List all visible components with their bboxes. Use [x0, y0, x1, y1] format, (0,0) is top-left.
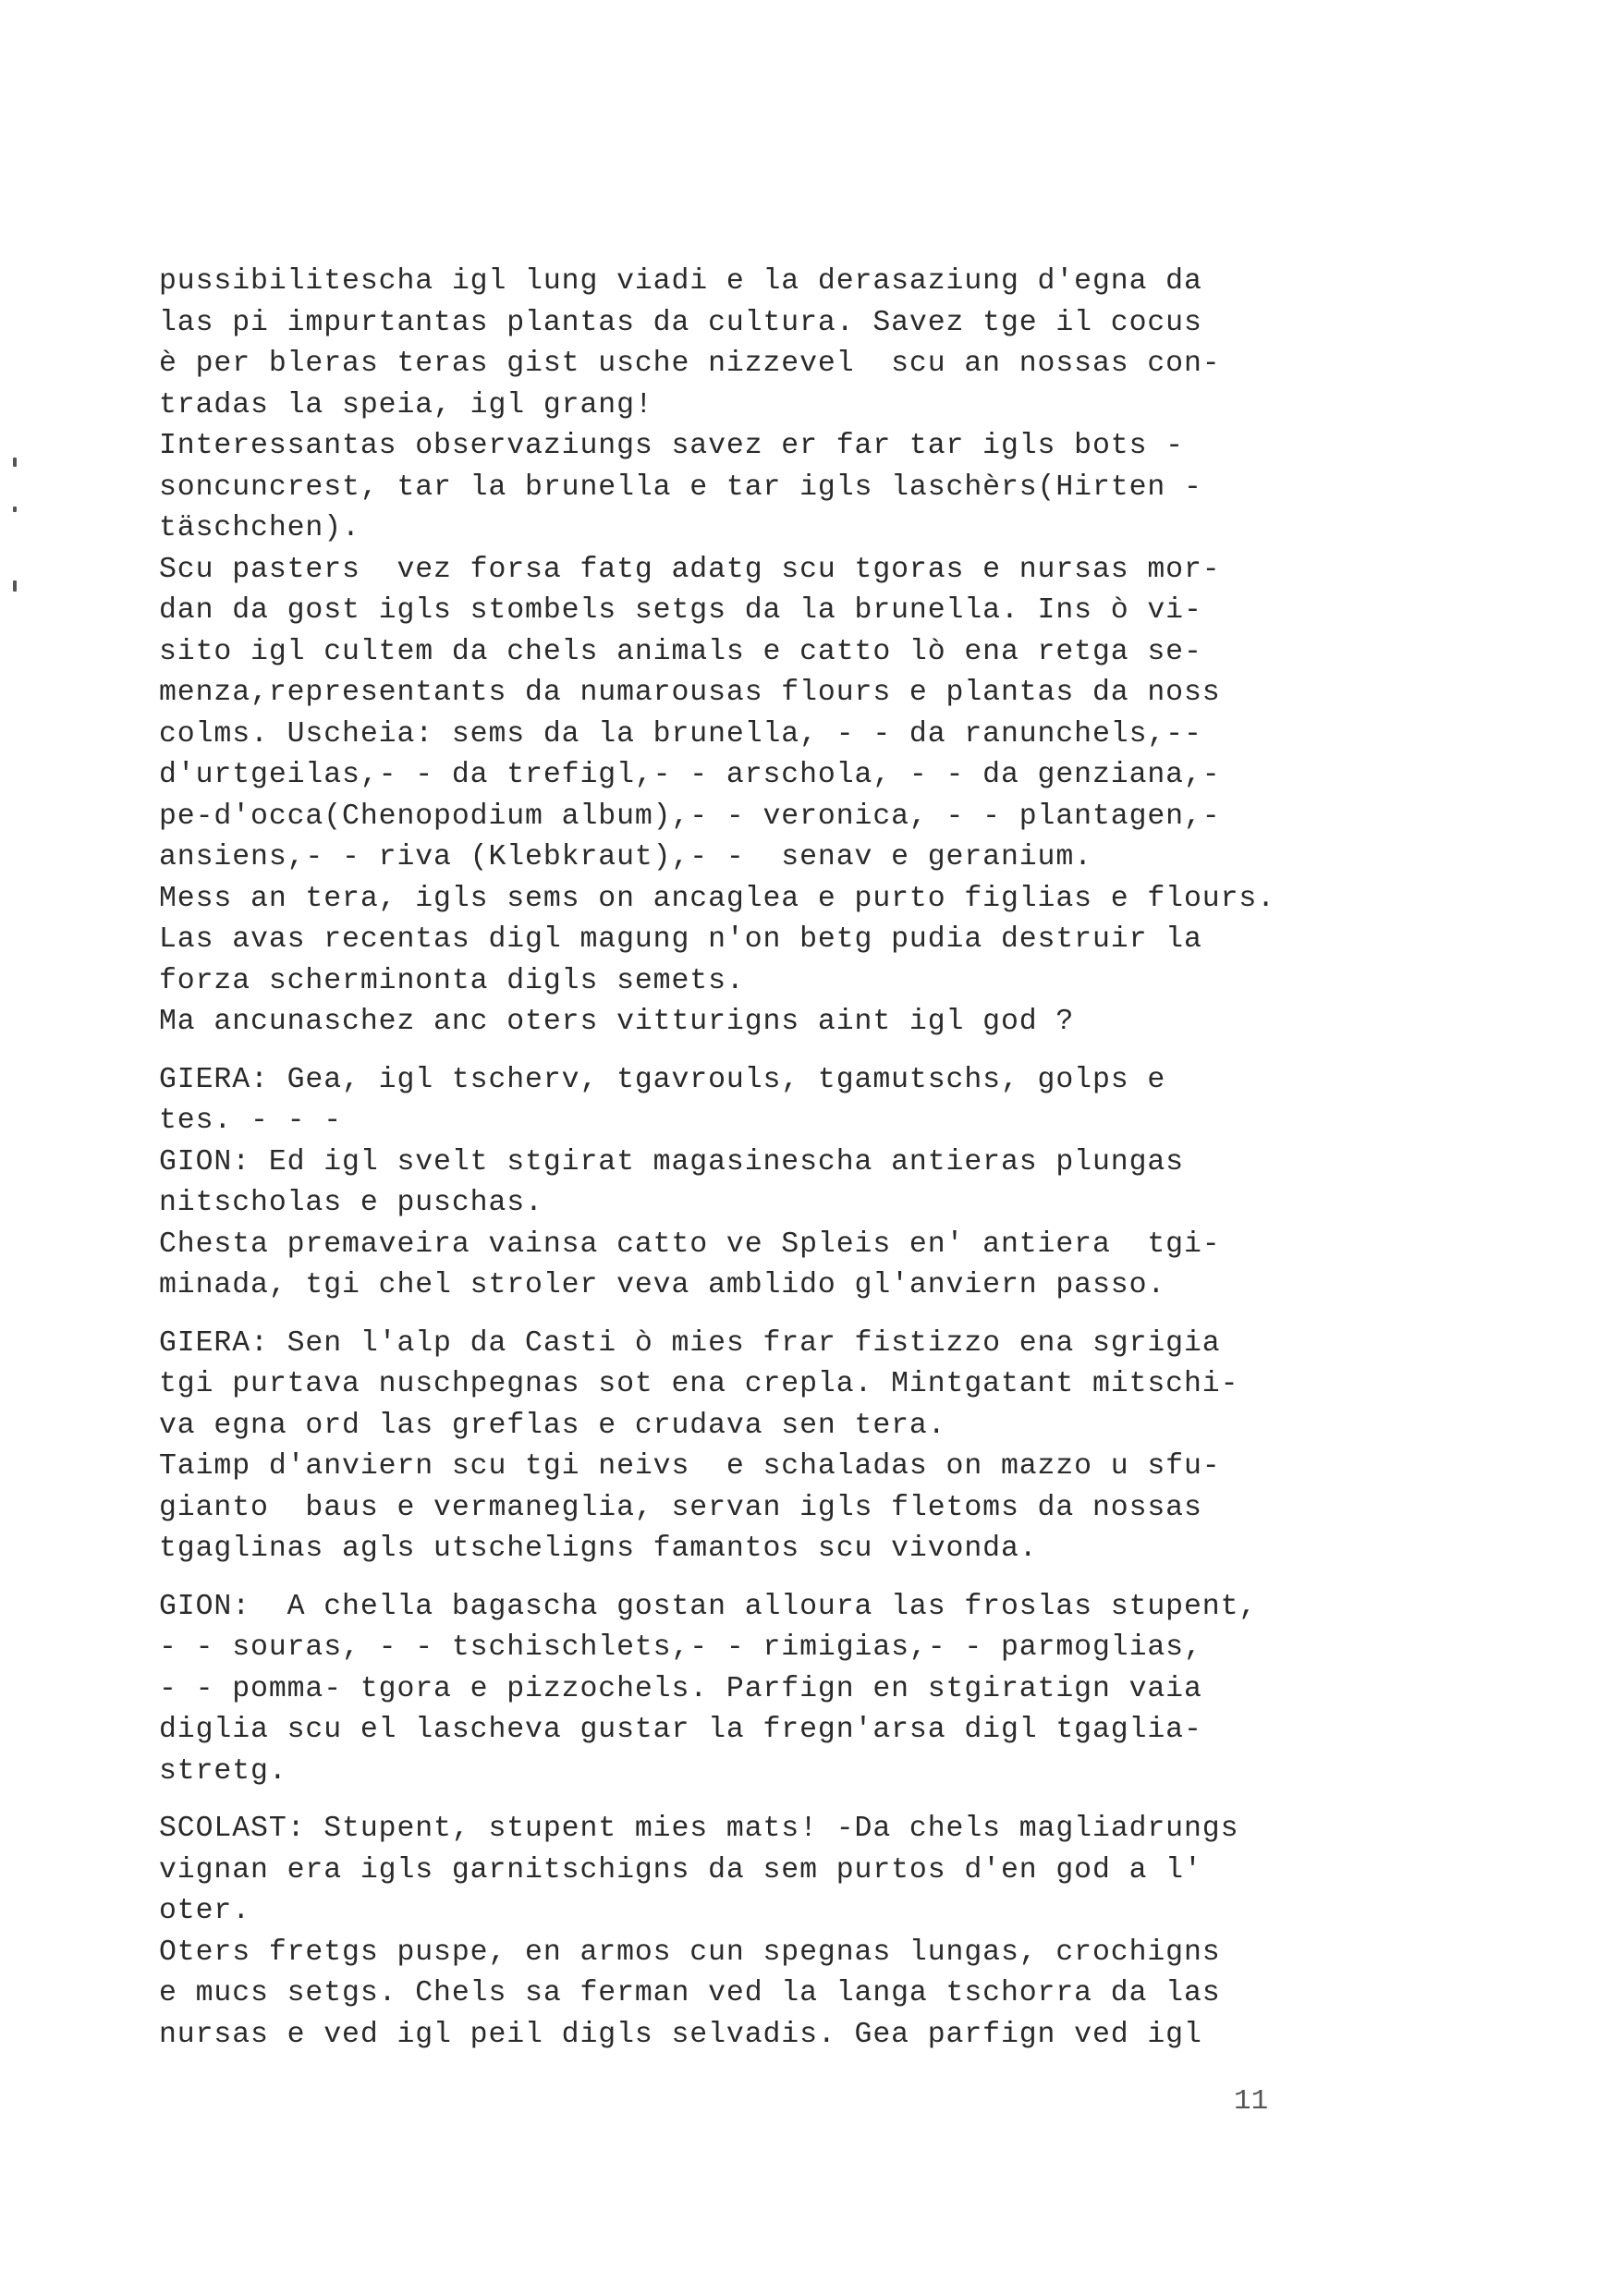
text-line: è per bleras teras gist usche nizzevel scu an nossas con-	[159, 348, 1221, 380]
paragraph	[159, 1447, 1471, 1570]
text-line: e mucs setgs. Chels sa ferman ved la langa tschorra da las	[159, 1977, 1221, 2009]
text-line: pussibilitescha igl lung viadi e la derasaziung d'egna da	[159, 265, 1202, 298]
text-line: dan da gost igls stombels setgs da la brunella. Ins ò vi-	[159, 594, 1202, 627]
text-line: diglia scu el lascheva gustar la fregn'arsa digl tgaglia-	[159, 1714, 1202, 1746]
paragraph	[159, 262, 1471, 426]
text-line: - - souras, - - tschischlets,- - rimigias,- - parmoglias,	[159, 1631, 1202, 1664]
text-line: Scu pasters vez forsa fatg adatg scu tgoras e nursas mor-	[159, 553, 1221, 586]
text-line: Mess an tera, igls sems on ancaglea e purto figlias e flours.	[159, 882, 1275, 915]
text-line: stretg.	[159, 1754, 287, 1788]
paragraph-gap	[159, 1044, 1471, 1060]
paragraph	[159, 550, 1471, 879]
page-number: 11	[1234, 2085, 1269, 2118]
text-line: tradas la speia, igl grang!	[159, 388, 653, 421]
text-line: GION: A chella bagascha gostan alloura las froslas stupent,	[159, 1590, 1258, 1623]
text-line: menza,representants da numarousas flours e plantas da noss	[159, 677, 1221, 709]
text-line: soncuncrest, tar la brunella e tar igls laschèrs(Hirten -	[159, 470, 1202, 504]
text-line: ansiens,- - riva (Klebkraut),- - senav e geranium.	[159, 841, 1092, 873]
text-line: tgi purtava nuschpegnas sot ena crepla. Mintgatant mitschi-	[159, 1368, 1239, 1400]
text-line: las pi impurtantas plantas da cultura. Savez tge il cocus	[159, 306, 1202, 339]
paragraph-gap	[159, 1570, 1471, 1587]
paragraph	[159, 1933, 1471, 2057]
text-line: tes. - - -	[159, 1105, 343, 1137]
text-line: minada, tgi chel stroler veva amblido gl'anviern passo.	[159, 1269, 1166, 1301]
text-line: vignan era igls garnitschigns da sem purtos d'en god a l'	[159, 1853, 1202, 1887]
paragraph-gap	[159, 1307, 1471, 1324]
paragraph	[159, 1225, 1471, 1307]
text-line: Oters fretgs puspe, en armos cun spegnas lungas, crochigns	[159, 1936, 1221, 1969]
text-line: täschchen).	[159, 512, 360, 544]
text-line: va egna ord las greflas e crudava sen tera.	[159, 1409, 946, 1442]
text-line: GIERA: Gea, igl tscherv, tgavrouls, tgamutschs, golps e	[159, 1063, 1166, 1096]
text-line: Chesta premaveira vainsa catto ve Spleis en' antiera tgi-	[159, 1227, 1221, 1261]
text-line: Taimp d'anviern scu tgi neivs e schaladas on mazzo u sfu-	[159, 1450, 1221, 1483]
text-line: SCOLAST: Stupent, stupent mies mats! -Da chels magliadrungs	[159, 1813, 1239, 1845]
text-line: nitscholas e puschas.	[159, 1187, 543, 1219]
text-line: Ma ancunaschez anc oters vitturigns aint igl god ?	[159, 1006, 1075, 1038]
text-line: sito igl cultem da chels animals e catto lò ena retga se-	[159, 635, 1202, 668]
text-line: GIERA: Sen l'alp da Casti ò mies frar fistizzo ena sgrigia	[159, 1326, 1221, 1360]
paragraph	[159, 426, 1471, 550]
text-line: - - pomma- tgora e pizzochels. Parfign en stgiratign vaia	[159, 1672, 1202, 1705]
text-line: nursas e ved igl peil digls selvadis. Gea parfign ved igl	[159, 2018, 1202, 2051]
paragraph	[159, 1002, 1471, 1044]
margin-mark	[13, 580, 17, 592]
text-line: colms. Uscheia: sems da la brunella, - - da ranunchels,--	[159, 717, 1202, 751]
text-line: Interessantas observaziungs savez er far tar igls bots -	[159, 430, 1184, 462]
document-page	[159, 262, 1471, 2056]
text-line: oter.	[159, 1895, 251, 1927]
paragraph	[159, 879, 1471, 1003]
paragraph	[159, 1587, 1471, 1793]
text-line: forza scherminonta digls semets.	[159, 964, 745, 997]
margin-mark	[13, 458, 17, 467]
paragraph-gap	[159, 1792, 1471, 1809]
paragraph	[159, 1142, 1471, 1225]
text-line: Las avas recentas digl magung n'on betg pudia destruir la	[159, 923, 1202, 956]
text-line: tgaglinas agls utscheligns famantos scu vivonda.	[159, 1533, 1038, 1565]
margin-mark	[13, 507, 17, 512]
text-line: d'urtgeilas,- - da trefigl,- - arschola, - - da genziana,-	[159, 759, 1221, 791]
text-line: gianto baus e vermaneglia, servan igls fletoms da nossas	[159, 1491, 1202, 1524]
text-line: pe-d'occa(Chenopodium album),- - veronica, - - plantagen,-	[159, 800, 1221, 833]
text-line: GION: Ed igl svelt stgirat magasinescha antieras plungas	[159, 1145, 1184, 1179]
paragraph	[159, 1324, 1471, 1447]
paragraph	[159, 1809, 1471, 1933]
paragraph	[159, 1060, 1471, 1142]
